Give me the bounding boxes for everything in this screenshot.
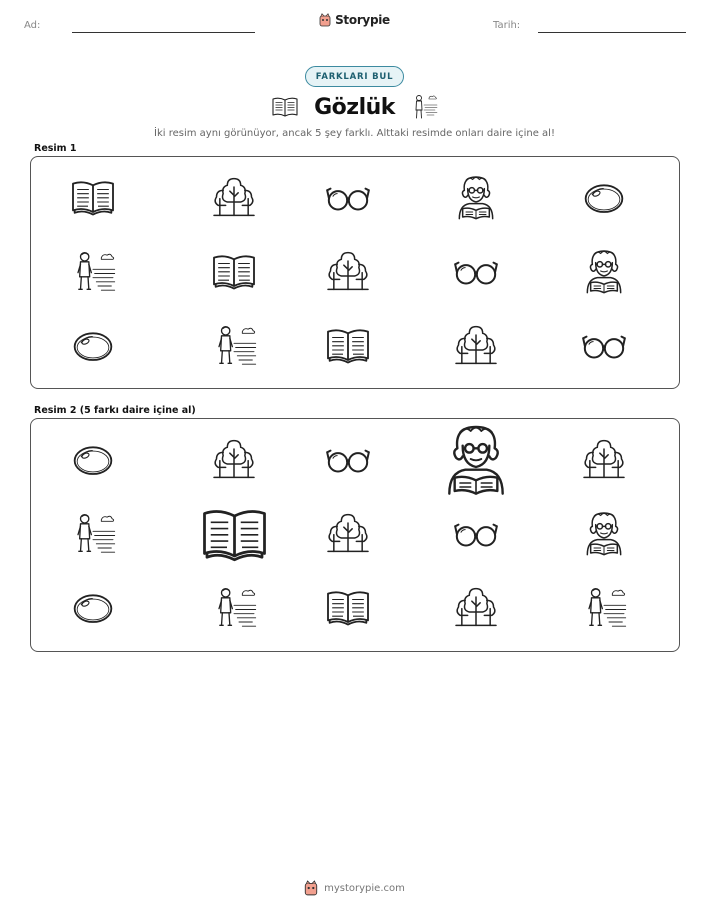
page-title: Gözlük bbox=[314, 94, 395, 120]
child-lake-icon[interactable] bbox=[579, 582, 629, 632]
grandma-reading-icon bbox=[451, 172, 501, 222]
instructions: İki resim aynı görünüyor, ancak 5 şey farklı. Alttaki resimde onları daire içine al! bbox=[154, 128, 555, 139]
trees-icon[interactable] bbox=[451, 582, 501, 632]
picture-2-panel[interactable] bbox=[30, 418, 680, 652]
child-lake-icon[interactable] bbox=[209, 582, 259, 632]
trees-icon[interactable] bbox=[579, 434, 629, 484]
lens-icon[interactable] bbox=[68, 582, 118, 632]
lens-icon[interactable] bbox=[68, 434, 118, 484]
glasses-icon[interactable] bbox=[323, 434, 373, 484]
picture-1-panel bbox=[30, 156, 680, 389]
glasses-icon bbox=[323, 172, 373, 222]
grandma-reading-icon[interactable] bbox=[579, 508, 629, 558]
title-row bbox=[0, 92, 709, 122]
footer bbox=[0, 880, 709, 896]
book-icon bbox=[270, 92, 300, 122]
trees-icon[interactable] bbox=[209, 434, 259, 484]
footer-site: mystorypie.com bbox=[324, 882, 405, 894]
book-icon bbox=[209, 246, 259, 296]
trees-icon bbox=[451, 320, 501, 370]
book-icon[interactable] bbox=[323, 582, 373, 632]
brand-name: Storypie bbox=[335, 13, 390, 27]
book-icon bbox=[323, 320, 373, 370]
book-icon[interactable] bbox=[197, 496, 272, 571]
date-line[interactable] bbox=[538, 32, 686, 33]
grandma-reading-icon[interactable] bbox=[436, 419, 516, 499]
grandma-reading-icon bbox=[579, 246, 629, 296]
trees-icon bbox=[323, 246, 373, 296]
glasses-icon[interactable] bbox=[451, 508, 501, 558]
picture-2-label: Resim 2 (5 farkı daire içine al) bbox=[34, 405, 196, 416]
name-line[interactable] bbox=[72, 32, 255, 33]
date-label: Tarih: bbox=[493, 20, 521, 31]
lens-icon bbox=[579, 172, 629, 222]
picture-1-label: Resim 1 bbox=[34, 143, 77, 154]
book-icon bbox=[68, 172, 118, 222]
name-label: Ad: bbox=[24, 20, 41, 31]
storypie-logo-icon bbox=[319, 13, 331, 27]
lens-icon bbox=[68, 320, 118, 370]
glasses-icon bbox=[451, 246, 501, 296]
glasses-icon bbox=[579, 320, 629, 370]
trees-icon bbox=[209, 172, 259, 222]
brand-header bbox=[0, 13, 709, 27]
storypie-logo-icon bbox=[304, 880, 318, 896]
trees-icon[interactable] bbox=[323, 508, 373, 558]
child-lake-icon bbox=[409, 92, 439, 122]
child-lake-icon bbox=[68, 246, 118, 296]
child-lake-icon bbox=[209, 320, 259, 370]
worksheet-type-badge: FARKLARI BUL bbox=[305, 66, 404, 87]
child-lake-icon[interactable] bbox=[68, 508, 118, 558]
